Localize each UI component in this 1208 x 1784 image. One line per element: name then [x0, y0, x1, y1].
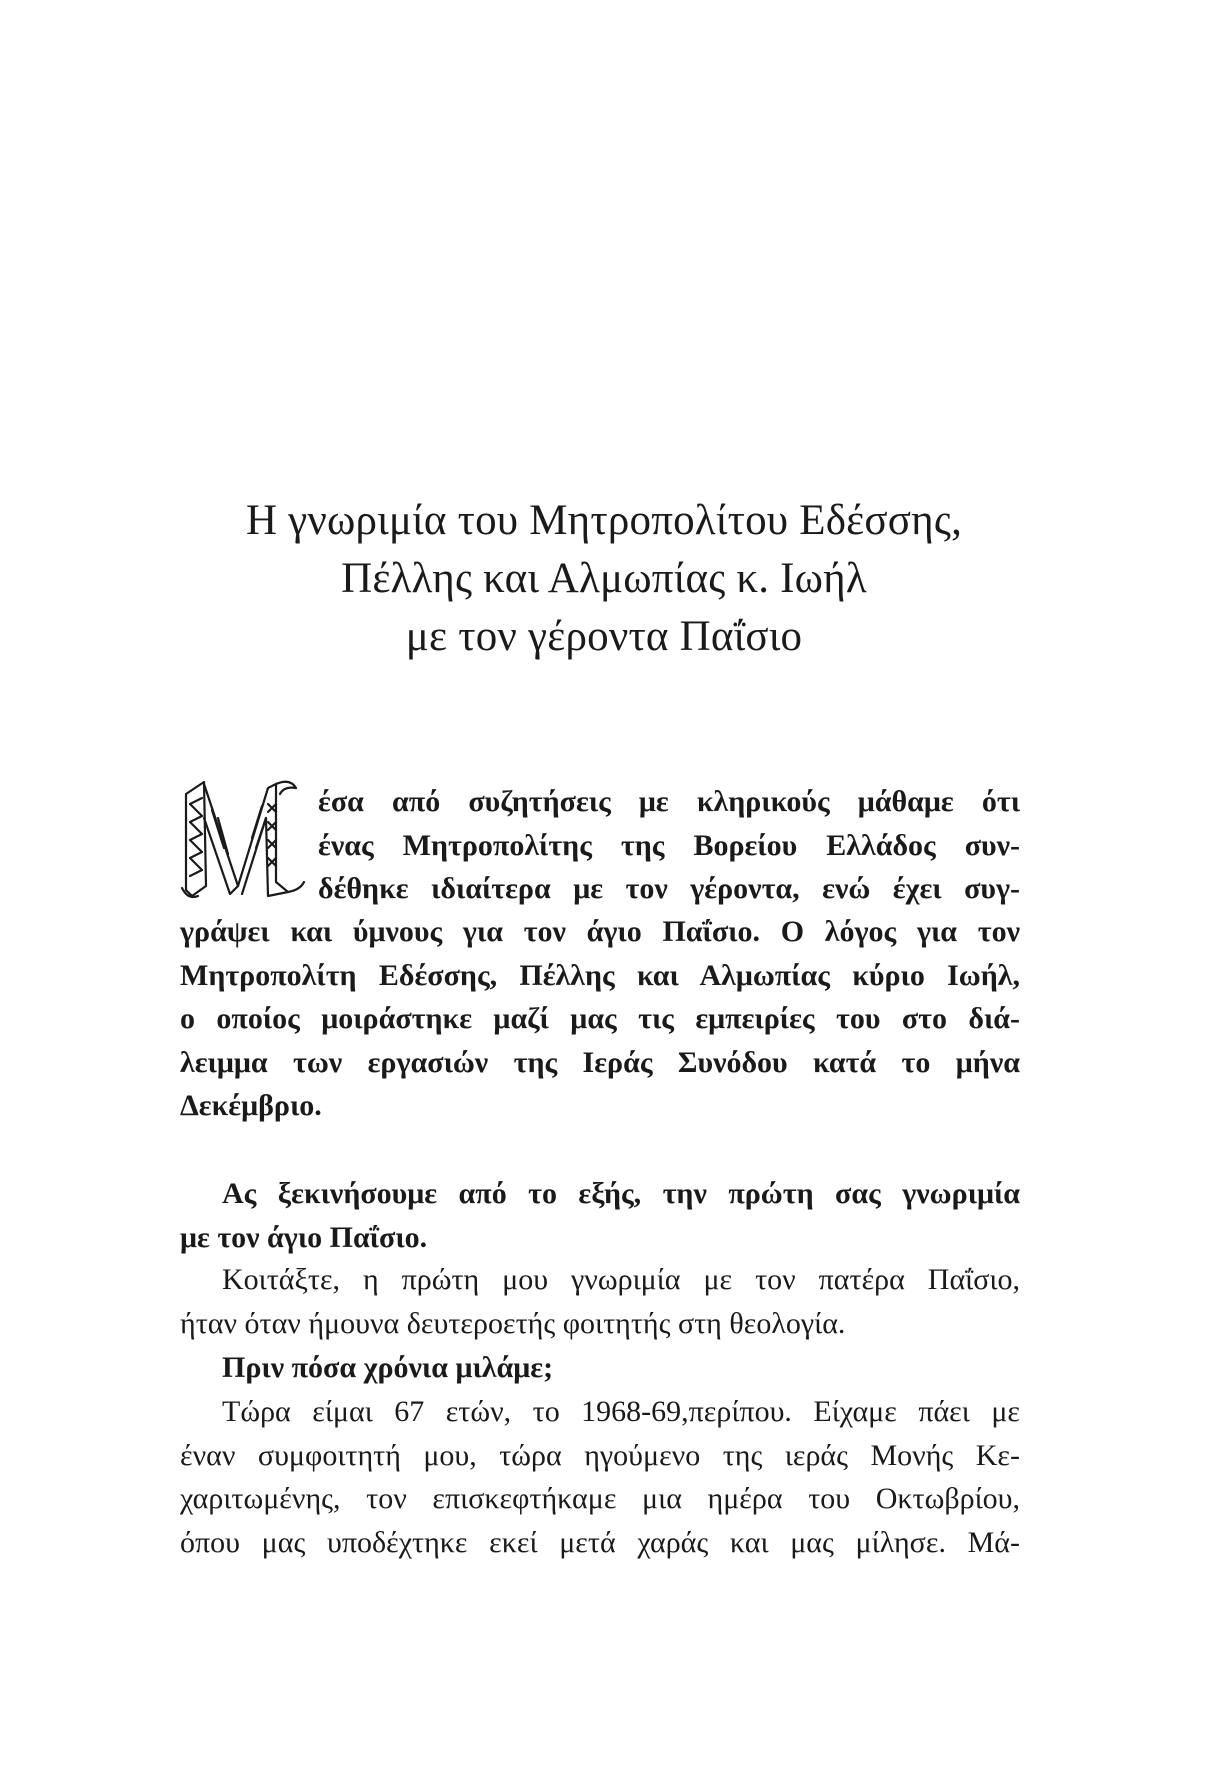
answer-1 — [180, 1258, 1020, 1345]
ornamental-dropcap-m — [180, 778, 308, 906]
chapter-title-line: με τον γέροντα Παΐσιο — [405, 613, 803, 660]
chapter-title-line: Η γνωριμία του Μητροπολίτου Εδέσσης, — [245, 497, 963, 544]
intro-line: γράψει και ύμνους για τον άγιο Παΐσιο. Ο λόγος για τον — [180, 915, 1020, 948]
question-line: Πριν πόσα χρόνια μιλάμε; — [222, 1351, 554, 1384]
intro-line: δέθηκε ιδιαίτερα με τον γέροντα, ενώ έχει συγ- — [318, 872, 1020, 905]
intro-line: ένας Μητροπολίτης της Βορείου Ελλάδος συν- — [318, 828, 1020, 862]
answer-line: Τώρα είμαι 67 ετών, το 1968-69,περίπου. Είχαμε πάει με — [222, 1395, 1020, 1428]
intro-paragraph-continued — [180, 910, 1020, 1128]
answer-line: ήταν όταν ήμουνα δευτεροετής φοιτητής στη θεολογία. — [180, 1306, 846, 1340]
question-line: με τον άγιο Παΐσιο. — [180, 1220, 428, 1254]
intro-line: λειμμα των εργασιών της Ιεράς Συνόδου κατά το μήνα — [180, 1045, 1020, 1079]
answer-2 — [180, 1390, 1020, 1564]
intro-line: έσα από συζητήσεις με κληρικούς μάθαμε ότι — [318, 785, 1020, 818]
intro-line: ο οποίος μοιράστηκε μαζί μας τις εμπειρίες του στο διά- — [180, 1002, 1020, 1035]
intro-line: Δεκέμβριο. — [180, 1089, 322, 1122]
intro-line: Μητροπολίτη Εδέσσης, Πέλλης και Αλμωπίας κύριο Ιωήλ, — [180, 958, 1020, 992]
chapter-title — [120, 492, 1088, 666]
question-1 — [180, 1172, 1020, 1259]
answer-line: χαριτωμένης, τον επισκεφτήκαμε μια ημέρα του Οκτωβρίου, — [180, 1482, 1020, 1515]
answer-line: όπου μας υποδέχτηκε εκεί μετά χαράς και μας μίλησε. Μά- — [180, 1525, 1020, 1559]
question-line: Ας ξεκινήσουμε από το εξής, την πρώτη σας γνωριμία — [222, 1177, 1020, 1210]
chapter-title-line: Πέλλης και Αλμωπίας κ. Ιωήλ — [341, 555, 867, 602]
question-2 — [180, 1346, 1020, 1390]
answer-line: έναν συμφοιτητή μου, τώρα ηγούμενο της ιεράς Μονής Κε- — [180, 1438, 1020, 1472]
intro-first-lines — [318, 780, 1020, 911]
answer-line: Κοιτάξτε, η πρώτη μου γνωριμία με τον πατέρα Παΐσιο, — [222, 1263, 1020, 1296]
